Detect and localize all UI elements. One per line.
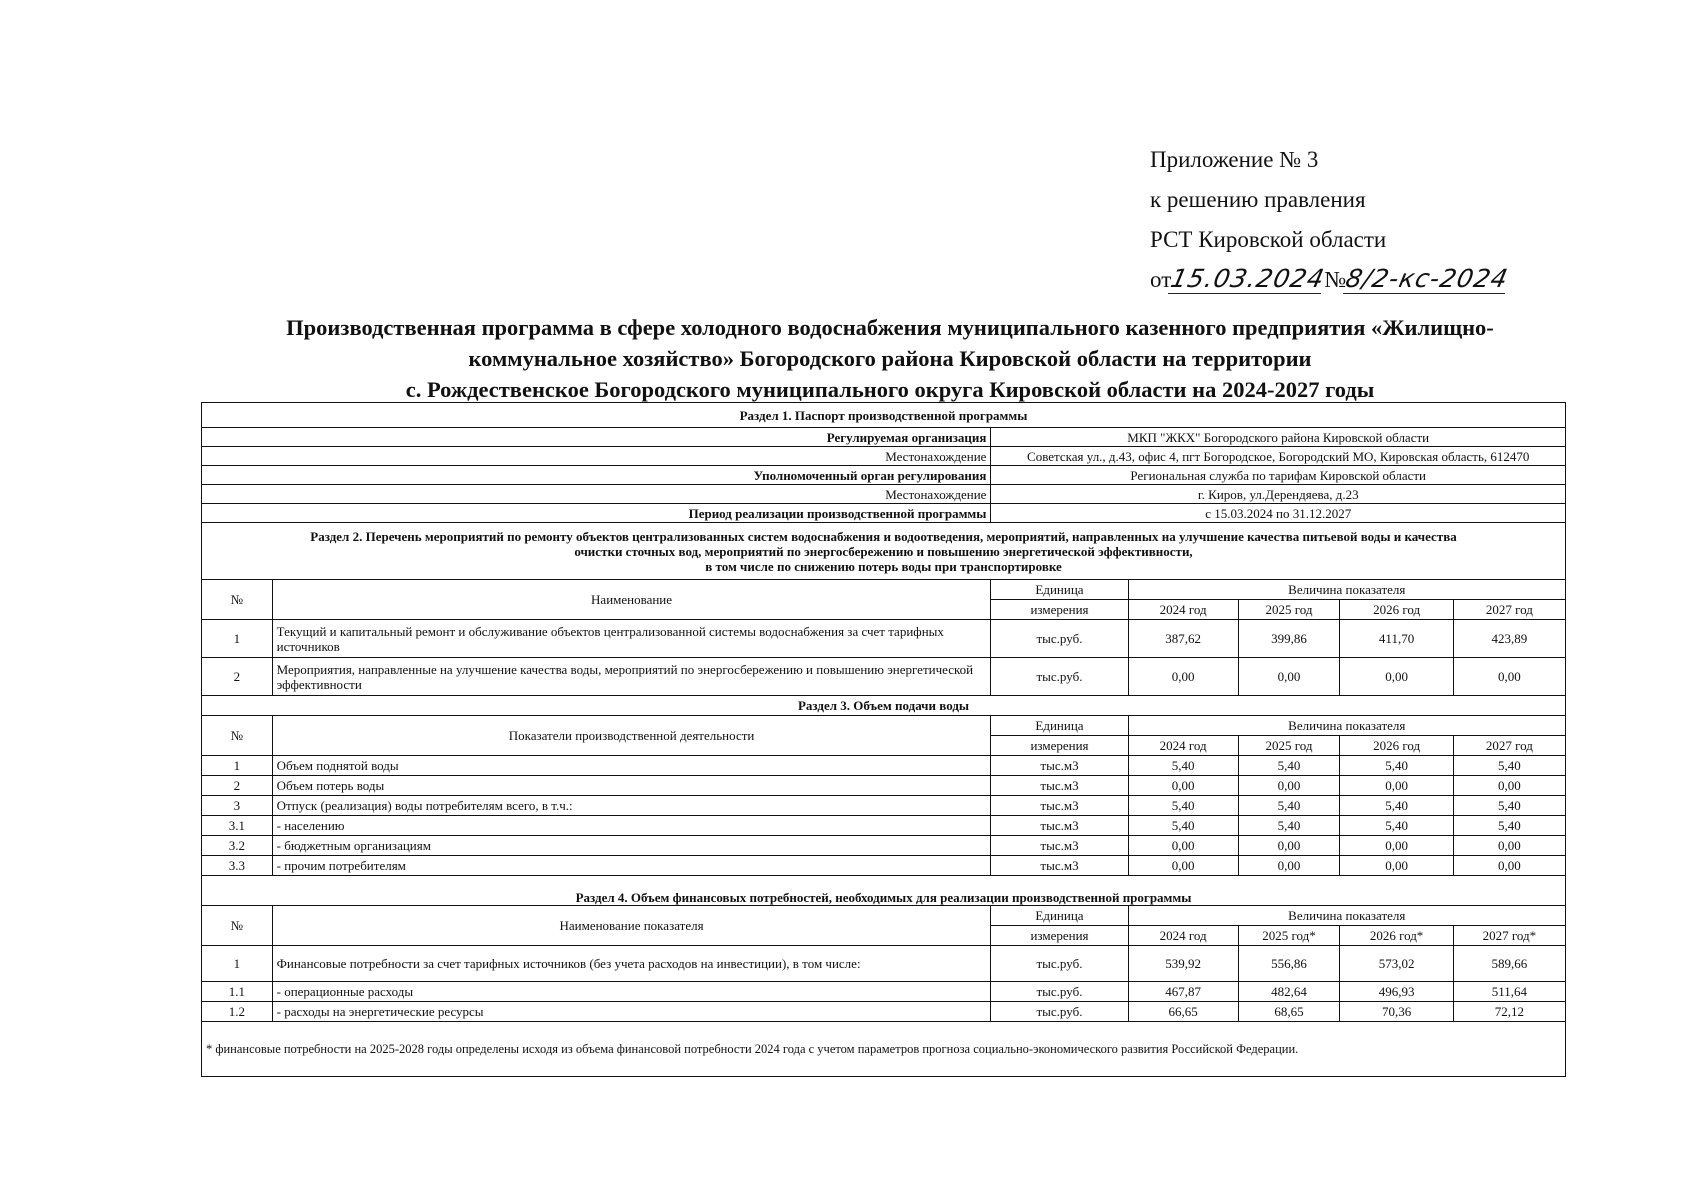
passport-value: с 15.03.2024 по 31.12.2027 — [991, 504, 1566, 523]
header-year: 2026 год* — [1340, 926, 1453, 946]
table-row — [202, 1002, 1566, 1022]
row-value: 5,40 — [1128, 796, 1238, 816]
row-unit: тыс.руб. — [991, 982, 1128, 1002]
row-number: 2 — [202, 658, 273, 696]
row-value: 0,00 — [1128, 836, 1238, 856]
footnote: * финансовые потребности на 2025-2028 годы определены исходя из объема финансовой потребности 2024 года с учетом параметров прогноза социально-экономического развития Российской Федерации. — [202, 1022, 1566, 1077]
header-year: 2025 год — [1238, 600, 1340, 620]
section2-title — [202, 523, 1566, 580]
row-value: 0,00 — [1238, 836, 1340, 856]
row-unit: тыс.м3 — [991, 816, 1128, 836]
passport-value: Региональная служба по тарифам Кировской области — [991, 466, 1566, 485]
row-number: 3.3 — [202, 856, 273, 876]
row-value: 66,65 — [1128, 1002, 1238, 1022]
appendix-authority: РСТ Кировской области — [1150, 227, 1387, 252]
section4-title: Раздел 4. Объем финансовых потребностей, необходимых для реализации производственной программы — [202, 876, 1566, 906]
row-value: 423,89 — [1453, 620, 1565, 658]
header-year: 2025 год* — [1238, 926, 1340, 946]
row-name: Финансовые потребности за счет тарифных источников (без учета расходов на инвестиции), в том числе: — [272, 946, 991, 982]
row-value: 5,40 — [1128, 816, 1238, 836]
row-value: 556,86 — [1238, 946, 1340, 982]
table-row — [202, 816, 1566, 836]
passport-label: Уполномоченный орган регулирования — [202, 466, 991, 485]
row-value: 5,40 — [1238, 756, 1340, 776]
row-number: 3.1 — [202, 816, 273, 836]
row-name: - прочим потребителям — [272, 856, 991, 876]
passport-label: Местонахождение — [202, 485, 991, 504]
table-row — [202, 946, 1566, 982]
passport-value: Советская ул., д.43, офис 4, пгт Богородское, Богородский МО, Кировская область, 612470 — [991, 447, 1566, 466]
header-year: 2024 год — [1128, 600, 1238, 620]
title-line-2: коммунальное хозяйство» Богородского района Кировской области на территории — [468, 346, 1312, 371]
row-value: 589,66 — [1453, 946, 1565, 982]
row-name: Отпуск (реализация) воды потребителям всего, в т.ч.: — [272, 796, 991, 816]
row-value: 0,00 — [1453, 836, 1565, 856]
title-line-1: Производственная программа в сфере холодного водоснабжения муниципального казенного предприятия «Жилищно- — [286, 315, 1494, 340]
row-value: 5,40 — [1453, 816, 1565, 836]
row-number: 1 — [202, 946, 273, 982]
decision-date-number — [1150, 260, 1580, 300]
row-value: 482,64 — [1238, 982, 1340, 1002]
row-unit: тыс.руб. — [991, 946, 1128, 982]
header-year: 2027 год* — [1453, 926, 1565, 946]
header-name: Наименование — [272, 580, 991, 620]
table-row — [202, 776, 1566, 796]
section1-title: Раздел 1. Паспорт производственной программы — [202, 403, 1566, 428]
header-unit-2: измерения — [991, 736, 1128, 756]
header-value: Величина показателя — [1128, 716, 1565, 736]
header-value: Величина показателя — [1128, 906, 1565, 926]
section2-title-line-2: очистки сточных вод, мероприятий по энергосбережению и повышению энергетической эффективности, — [574, 543, 1193, 559]
row-unit: тыс.руб. — [991, 658, 1128, 696]
row-number: 1.2 — [202, 1002, 273, 1022]
row-number: 1 — [202, 756, 273, 776]
row-unit: тыс.м3 — [991, 756, 1128, 776]
row-name: Мероприятия, направленные на улучшение качества воды, мероприятий по энергосбережению и повышению энергетической эффективности — [272, 658, 991, 696]
row-name: - бюджетным организациям — [272, 836, 991, 856]
row-value: 5,40 — [1128, 756, 1238, 776]
row-number: 3.2 — [202, 836, 273, 856]
table-row — [202, 756, 1566, 776]
header-name: Наименование показателя — [272, 906, 991, 946]
table-row — [202, 856, 1566, 876]
row-value: 573,02 — [1340, 946, 1453, 982]
passport-label: Местонахождение — [202, 447, 991, 466]
table-row — [202, 620, 1566, 658]
header-no: № — [202, 906, 273, 946]
row-value: 496,93 — [1340, 982, 1453, 1002]
header-year: 2026 год — [1340, 736, 1453, 756]
row-value: 511,64 — [1453, 982, 1565, 1002]
appendix-number: Приложение № 3 — [1150, 147, 1319, 172]
table-row — [202, 658, 1566, 696]
row-value: 539,92 — [1128, 946, 1238, 982]
row-value: 0,00 — [1238, 856, 1340, 876]
header-no: № — [202, 716, 273, 756]
row-value: 0,00 — [1238, 776, 1340, 796]
header-year: 2027 год — [1453, 600, 1565, 620]
row-number: 1 — [202, 620, 273, 658]
header-name: Показатели производственной деятельности — [272, 716, 991, 756]
header-no: № — [202, 580, 273, 620]
handwritten-number: 8/2-кс-2024 — [1343, 264, 1512, 293]
row-value: 5,40 — [1453, 796, 1565, 816]
row-value: 0,00 — [1340, 836, 1453, 856]
row-name: - населению — [272, 816, 991, 836]
row-name: - операционные расходы — [272, 982, 991, 1002]
row-unit: тыс.м3 — [991, 776, 1128, 796]
passport-value: МКП "ЖКХ" Богородского района Кировской области — [991, 428, 1566, 447]
section3-title: Раздел 3. Объем подачи воды — [202, 696, 1566, 716]
row-unit: тыс.м3 — [991, 796, 1128, 816]
row-value: 0,00 — [1340, 658, 1453, 696]
row-unit: тыс.руб. — [991, 620, 1128, 658]
row-value: 0,00 — [1238, 658, 1340, 696]
row-value: 70,36 — [1340, 1002, 1453, 1022]
row-unit: тыс.м3 — [991, 836, 1128, 856]
row-value: 0,00 — [1453, 856, 1565, 876]
header-unit: Единица — [991, 906, 1128, 926]
row-value: 0,00 — [1128, 776, 1238, 796]
row-number: 2 — [202, 776, 273, 796]
row-value: 0,00 — [1128, 856, 1238, 876]
row-value: 387,62 — [1128, 620, 1238, 658]
row-name: Объем потерь воды — [272, 776, 991, 796]
row-unit: тыс.руб. — [991, 1002, 1128, 1022]
table-row — [202, 836, 1566, 856]
table-row — [202, 982, 1566, 1002]
passport-label: Период реализации производственной программы — [202, 504, 991, 523]
header-unit-2: измерения — [991, 600, 1128, 620]
header-value: Величина показателя — [1128, 580, 1565, 600]
row-value: 5,40 — [1238, 796, 1340, 816]
row-number: 3 — [202, 796, 273, 816]
header-unit: Единица — [991, 580, 1128, 600]
header-unit: Единица — [991, 716, 1128, 736]
row-value: 5,40 — [1238, 816, 1340, 836]
passport-label: Регулируемая организация — [202, 428, 991, 447]
title-line-3: с. Рождественское Богородского муниципального округа Кировской области на 2024-2027 годы — [405, 377, 1375, 402]
row-value: 72,12 — [1453, 1002, 1565, 1022]
header-year: 2025 год — [1238, 736, 1340, 756]
row-name: Текущий и капитальный ремонт и обслуживание объектов централизованной системы водоснабжения за счет тарифных источников — [272, 620, 991, 658]
header-year: 2024 год — [1128, 736, 1238, 756]
row-number: 1.1 — [202, 982, 273, 1002]
row-value: 411,70 — [1340, 620, 1453, 658]
row-value: 467,87 — [1128, 982, 1238, 1002]
row-value: 68,65 — [1238, 1002, 1340, 1022]
row-value: 5,40 — [1340, 756, 1453, 776]
header-year: 2026 год — [1340, 600, 1453, 620]
row-value: 0,00 — [1340, 856, 1453, 876]
row-value: 5,40 — [1340, 816, 1453, 836]
row-value: 5,40 — [1340, 796, 1453, 816]
row-value: 0,00 — [1340, 776, 1453, 796]
section2-title-line-3: в том числе по снижению потерь воды при транспортировке — [705, 558, 1062, 574]
row-value: 0,00 — [1453, 658, 1565, 696]
row-value: 0,00 — [1453, 776, 1565, 796]
header-unit-2: измерения — [991, 926, 1128, 946]
number-prefix: № — [1324, 267, 1347, 292]
date-prefix: от — [1150, 267, 1172, 292]
row-unit: тыс.м3 — [991, 856, 1128, 876]
passport-value: г. Киров, ул.Дерендяева, д.23 — [991, 485, 1566, 504]
program-table — [201, 402, 1566, 1077]
row-value: 5,40 — [1453, 756, 1565, 776]
header-year: 2027 год — [1453, 736, 1565, 756]
row-name: - расходы на энергетические ресурсы — [272, 1002, 991, 1022]
row-value: 399,86 — [1238, 620, 1340, 658]
handwritten-date: 15.03.2024 — [1168, 264, 1328, 293]
row-name: Объем поднятой воды — [272, 756, 991, 776]
document-title — [200, 312, 1580, 405]
row-value: 0,00 — [1128, 658, 1238, 696]
header-year: 2024 год — [1128, 926, 1238, 946]
section2-title-line-1: Раздел 2. Перечень мероприятий по ремонту объектов централизованных систем водоснабжения и водоотведения, мероприятий, направленных на улучшение качества питьевой воды и качества — [310, 528, 1457, 544]
appendix-block — [1150, 140, 1580, 300]
table-row — [202, 796, 1566, 816]
appendix-decision: к решению правления — [1150, 187, 1366, 212]
